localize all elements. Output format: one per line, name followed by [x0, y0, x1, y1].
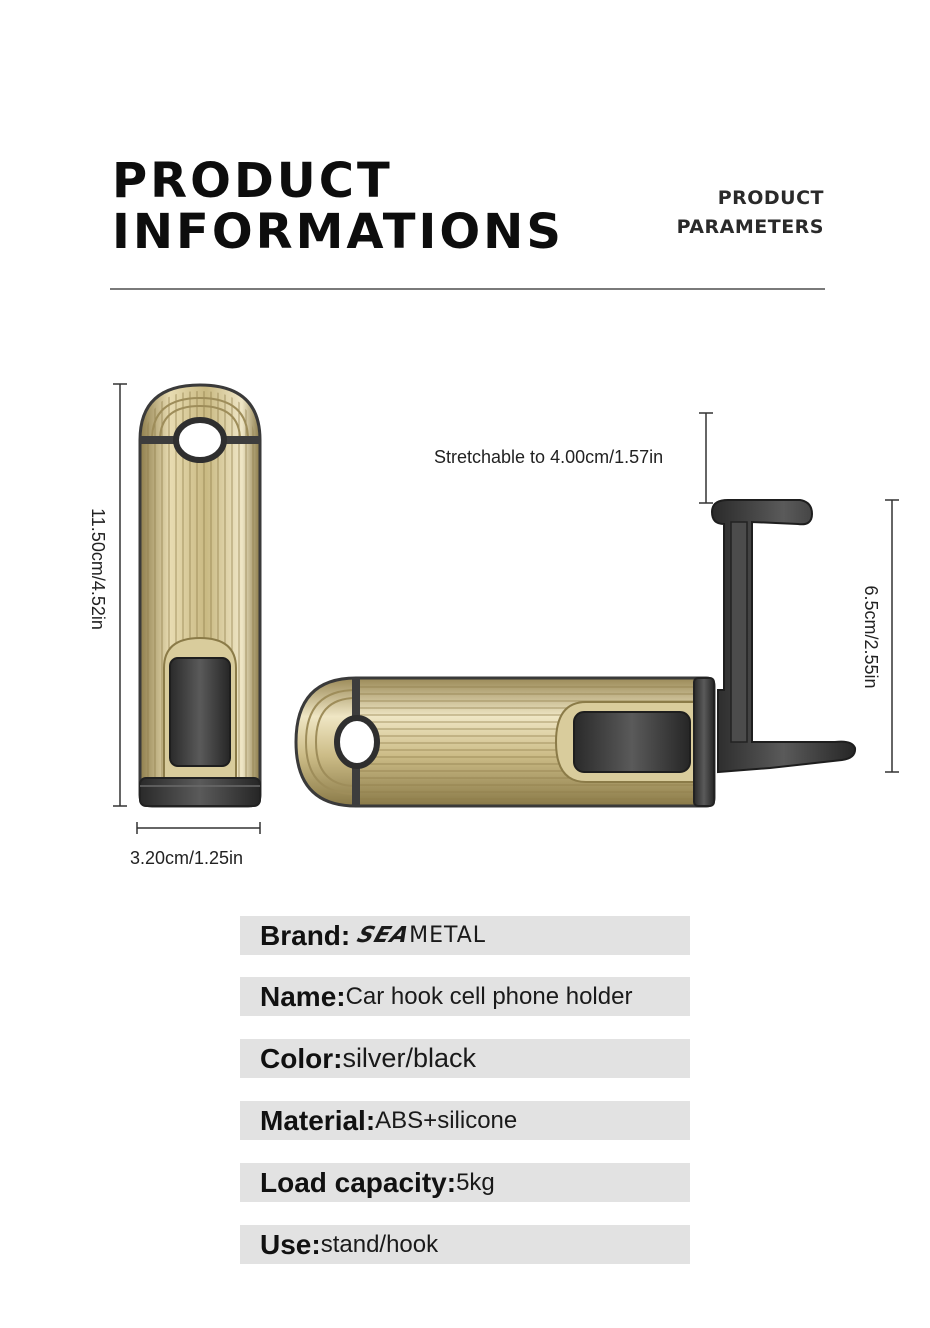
spec-row-color — [240, 1039, 690, 1078]
spec-label-brand: Brand: — [260, 919, 351, 951]
spec-value-color: silver/black — [342, 1043, 476, 1073]
spec-label-color: Color: — [260, 1042, 343, 1074]
spec-row-name — [240, 977, 690, 1016]
brand-logo-italic: SEA — [354, 923, 414, 948]
stretch-dimension-label: Stretchable to 4.00cm/1.57in — [434, 447, 664, 467]
spec-value-load-capacity: 5kg — [456, 1168, 495, 1196]
params-heading-line-2: PARAMETERS — [676, 216, 824, 238]
height-dimension-label: 11.50cm/4.52in — [88, 508, 108, 630]
clamp-dimension-label: 6.5cm/2.55in — [861, 585, 881, 689]
spec-label-material: Material: — [260, 1104, 376, 1136]
spec-value-name: Car hook cell phone holder — [345, 982, 633, 1010]
width-dimension-label: 3.20cm/1.25in — [130, 848, 244, 868]
spec-row-use — [240, 1225, 690, 1264]
spec-label-name: Name: — [260, 980, 346, 1012]
brand-logo-plain: METAL — [409, 923, 487, 948]
page-title-line-2: INFORMATIONS — [112, 204, 564, 260]
spec-value-use: stand/hook — [320, 1230, 439, 1258]
spec-row-material — [240, 1101, 690, 1140]
spec-label-use: Use: — [260, 1228, 321, 1260]
brand-logo — [354, 923, 487, 948]
params-heading-line-1: PRODUCT — [717, 187, 824, 209]
spec-row-brand — [240, 916, 690, 955]
spec-label-load-capacity: Load capacity: — [260, 1166, 457, 1198]
spec-row-load-capacity — [240, 1163, 690, 1202]
spec-value-material: ABS+silicone — [375, 1106, 518, 1134]
page-title-line-1: PRODUCT — [112, 153, 393, 209]
